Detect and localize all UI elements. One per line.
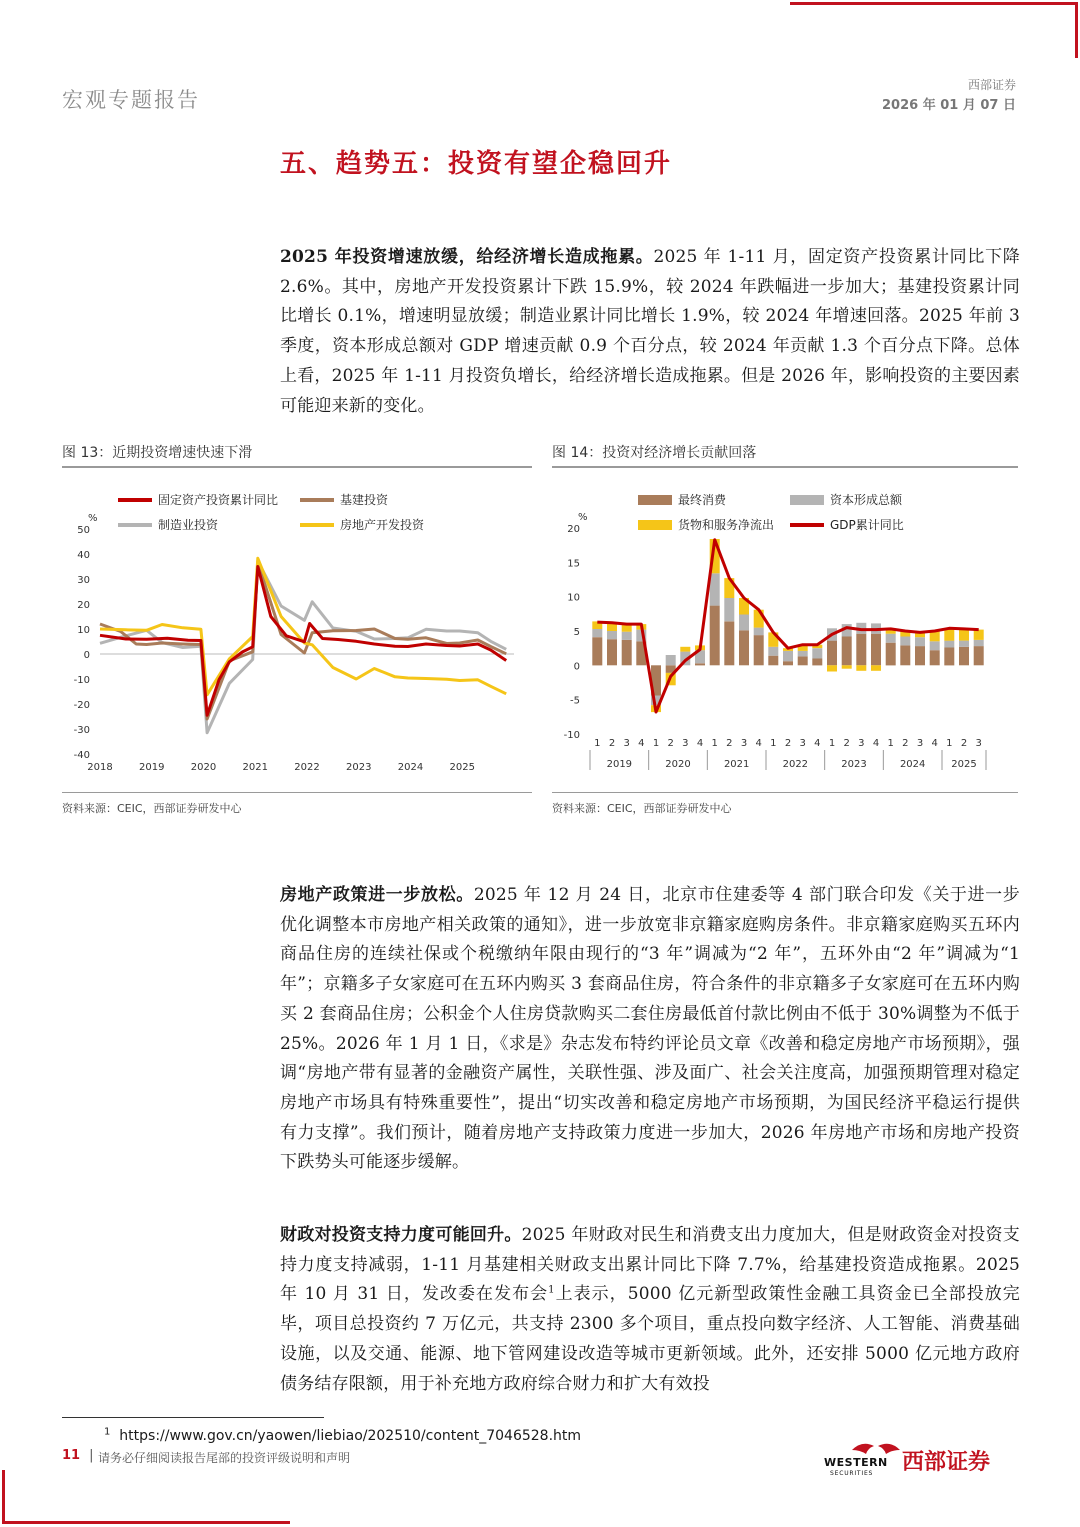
- bar-segment: [856, 634, 866, 666]
- bar-segment: [900, 645, 910, 665]
- series-line: [100, 558, 506, 695]
- x-quarter-label: 2: [843, 738, 850, 749]
- legend-label: 基建投资: [340, 493, 389, 507]
- bar-segment: [827, 665, 837, 671]
- bar-segment: [680, 647, 690, 652]
- figure-14-top-rule: [552, 466, 1018, 468]
- figure-13-source: 资料来源：CEIC，西部证券研发中心: [62, 802, 242, 815]
- figure-13-title: 图 13：近期投资增速快速下滑: [62, 445, 253, 461]
- bar-segment: [607, 639, 617, 665]
- x-quarter-label: 4: [755, 738, 762, 749]
- x-quarter-label: 2: [784, 738, 792, 749]
- legend-swatch: [790, 495, 824, 505]
- y-tick-label: 20: [567, 524, 580, 535]
- paragraph-lead: 财政对投资支持力度可能回升。: [280, 1225, 522, 1245]
- x-quarter-label: 1: [946, 738, 953, 749]
- bar-segment: [592, 629, 602, 637]
- paragraph-property-policy: [280, 881, 1020, 1178]
- x-tick-label: 2020: [190, 762, 217, 773]
- legend-label: 货物和服务净流出: [678, 518, 775, 532]
- bar-segment: [974, 646, 984, 665]
- paragraph-body: 2025 年 1-11 月，固定资产投资累计同比下降 2.6%。其中，房地产开发投资累计下跌 15.9%，较 2024 年跌幅进一步加大；基建投资累计同比增长 0.1%，增速明显放缓；制造业累计同比增长 1.9%，较 2024 年增速回落。2025 年前 3 季度，资本形成总额对 GDP 增速贡献 0.9 个百分点，较 2024 年贡献 1.3 个百分点下降。总体上看，2025 年 1-11 月投资负增长，给经济增长造成拖累。但是 2026 年，影响投资的主要因素可能迎来新的变化。: [280, 247, 1020, 416]
- x-quarter-label: 3: [975, 738, 982, 749]
- x-year-label: 2024: [899, 759, 926, 770]
- y-tick-label: 5: [573, 627, 580, 638]
- paragraph-fiscal-support: [280, 1221, 1020, 1399]
- legend-swatch: [638, 520, 672, 530]
- logo-cn: 西部证券: [902, 1450, 991, 1475]
- x-quarter-label: 2: [902, 738, 909, 749]
- figure-14-bottom-rule: [552, 792, 1018, 793]
- bar-segment: [607, 631, 617, 639]
- x-year-label: 2022: [782, 759, 809, 770]
- bar-segment: [783, 651, 793, 661]
- bar-segment: [842, 665, 852, 668]
- x-tick-label: 2018: [87, 762, 113, 773]
- figure-14-stacked-bar-chart: [552, 482, 1018, 792]
- bar-segment: [592, 637, 602, 665]
- report-date: 2026 年 01 月 07 日: [882, 98, 1016, 113]
- bar-segment: [724, 621, 734, 665]
- frame-line-right: [1075, 2, 1078, 58]
- y-tick-label: 0: [573, 661, 580, 673]
- bar-segment: [915, 646, 925, 665]
- bar-segment: [739, 615, 749, 631]
- page-separator: |: [89, 1448, 94, 1463]
- bar-segment: [724, 598, 734, 621]
- x-quarter-label: 2: [667, 738, 674, 749]
- legend-label: 固定资产投资累计同比: [158, 493, 279, 507]
- x-quarter-label: 1: [711, 738, 718, 749]
- bar-segment: [622, 625, 632, 632]
- y-tick-label: -20: [73, 700, 90, 711]
- x-year-label: 2025: [951, 759, 977, 770]
- footnote-marker: 1: [104, 1426, 111, 1438]
- footnote: [104, 1428, 581, 1444]
- bar-segment: [886, 643, 896, 666]
- y-axis-unit: %: [88, 513, 98, 524]
- x-quarter-label: 4: [872, 738, 880, 749]
- frame-line-left: [2, 1470, 5, 1524]
- logo-en-western: WESTERN: [824, 1456, 888, 1469]
- figure-14-source: 资料来源：CEIC，西部证券研发中心: [552, 802, 732, 815]
- bar-segment: [944, 641, 954, 648]
- legend-label: 最终消费: [678, 493, 727, 507]
- y-tick-label: 20: [77, 600, 90, 611]
- bar-segment: [856, 665, 866, 671]
- figure-13-top-rule: [62, 466, 532, 468]
- x-quarter-label: 1: [770, 738, 777, 749]
- bar-segment: [886, 634, 896, 643]
- x-year-label: 2020: [665, 759, 691, 770]
- bar-segment: [842, 637, 852, 666]
- bar-segment: [871, 634, 881, 666]
- legend-label: 资本形成总额: [830, 493, 903, 507]
- x-quarter-label: 3: [799, 738, 806, 749]
- x-quarter-label: 1: [594, 738, 601, 749]
- bar-segment: [622, 640, 632, 665]
- y-tick-label: -30: [73, 725, 90, 736]
- y-tick-label: 10: [77, 625, 90, 636]
- paragraph-investment-slowdown: [280, 243, 1020, 421]
- bar-segment: [974, 630, 984, 640]
- section-title: 五、趋势五：投资有望企稳回升: [280, 149, 673, 179]
- x-tick-label: 2025: [449, 762, 475, 773]
- bar-segment: [915, 637, 925, 646]
- bar-segment: [739, 630, 749, 665]
- bar-segment: [959, 641, 969, 647]
- y-tick-label: 50: [77, 525, 90, 536]
- bar-segment: [754, 628, 764, 636]
- x-quarter-label: 3: [682, 738, 689, 749]
- figure-13-line-chart: [62, 482, 532, 792]
- logo-en-securities: SECURITIES: [830, 1470, 874, 1477]
- x-quarter-label: 3: [623, 738, 630, 749]
- x-quarter-label: 4: [638, 738, 645, 749]
- footnote-link[interactable]: https://www.gov.cn/yaowen/liebiao/202510/content_7046528.htm: [119, 1428, 582, 1444]
- x-quarter-label: 3: [858, 738, 865, 749]
- legend-label: 制造业投资: [158, 518, 219, 532]
- y-tick-label: 10: [567, 592, 580, 604]
- x-quarter-label: 2: [608, 738, 616, 749]
- frame-line-top: [790, 2, 1078, 5]
- legend-label: 房地产开发投资: [340, 518, 425, 532]
- footnote-rule: [62, 1417, 324, 1418]
- x-quarter-label: 2: [960, 738, 968, 749]
- x-tick-label: 2022: [294, 762, 320, 773]
- bar-segment: [944, 648, 954, 666]
- bar-segment: [930, 641, 940, 650]
- bar-segment: [768, 647, 778, 656]
- bar-segment: [768, 656, 778, 666]
- x-tick-label: 2023: [346, 762, 372, 773]
- x-quarter-label: 2: [726, 738, 733, 749]
- y-axis-unit: %: [578, 512, 588, 523]
- bar-segment: [871, 665, 881, 671]
- paragraph-body: 2025 年财政对民生和消费支出力度加大，但是财政资金对投资支持力度支持减弱，1-11 月基建相关财政支出累计同比下降 7.7%，给基建投资造成拖累。2025 年 10 月 31 日，发改委在发布会: [280, 1225, 1020, 1305]
- x-year-label: 2019: [606, 759, 633, 770]
- footnote-ref[interactable]: 1: [548, 1284, 555, 1296]
- bar-segment: [930, 650, 940, 665]
- x-quarter-label: 4: [696, 738, 704, 749]
- bar-segment: [959, 629, 969, 641]
- y-tick-label: 30: [77, 575, 90, 586]
- x-quarter-label: 3: [916, 738, 924, 749]
- x-tick-label: 2019: [139, 762, 165, 773]
- bar-segment: [900, 637, 910, 646]
- bar-segment: [959, 647, 969, 666]
- y-tick-label: -5: [570, 695, 580, 707]
- figure-13-bottom-rule: [62, 792, 532, 793]
- legend-swatch: [638, 495, 672, 505]
- bar-segment: [798, 656, 808, 665]
- bar-segment: [666, 655, 676, 665]
- bar-segment: [710, 606, 720, 666]
- y-tick-label: -40: [73, 750, 90, 761]
- logo-horn-icon: [852, 1444, 900, 1454]
- y-tick-label: 40: [77, 550, 90, 561]
- paragraph-lead: 2025 年投资增速放缓，给经济增长造成拖累。: [280, 247, 654, 267]
- legend-label: GDP累计同比: [830, 518, 904, 532]
- x-quarter-label: 1: [828, 738, 836, 749]
- x-tick-label: 2021: [242, 762, 268, 773]
- bar-segment: [754, 635, 764, 665]
- x-quarter-label: 4: [814, 738, 821, 749]
- page-number: [62, 1448, 94, 1463]
- y-tick-label: -10: [563, 730, 580, 741]
- y-tick-label: -10: [73, 675, 90, 686]
- x-year-label: 2021: [723, 759, 750, 770]
- y-tick-label: 0: [83, 650, 90, 661]
- bar-segment: [812, 648, 822, 658]
- x-quarter-label: 3: [740, 738, 748, 749]
- report-type: 宏观专题报告: [62, 88, 200, 112]
- paragraph-body: 2025 年 12 月 24 日，北京市住建委等 4 部门联合印发《关于进一步优化调整本市房地产相关政策的通知》，进一步放宽非京籍家庭购房条件。非京籍家庭购买五环内商品住房的连续社保或个税缴纳年限由现行的“3 年”调减为“2 年”，五环外由“2 年”调减为“1 年”；京籍多子女家庭可在五环内购买 3 套商品住房，符合条件的非京籍多子女家庭可在五环内购买 2 套商品住房；公积金个人住房贷款购买二套住房最低首付款比例由不低于 30%调整为不低于 25%。2026 年 1 月 1 日，《求是》杂志发布特约评论员文章《改善和稳定房地产市场预期》，强调“房地产带有显著的金融资产属性，关联性强、涉及面广、社会关注度高，加强预期管理对稳定房地产市场具有特殊重要性”，提出“切实改善和稳定房地产市场预期，为国民经济平稳运行提供有力支撑”。我们预计，随着房地产支持政策力度进一步加大，2026 年房地产市场和房地产投资下跌势头可能逐步缓解。: [280, 885, 1020, 1173]
- bar-segment: [812, 659, 822, 666]
- header-brand: 西部证券: [967, 78, 1016, 92]
- bar-segment: [710, 573, 720, 605]
- bar-segment: [783, 661, 793, 665]
- x-year-label: 2023: [841, 759, 867, 770]
- x-quarter-label: 4: [931, 738, 938, 749]
- x-quarter-label: 1: [887, 738, 894, 749]
- paragraph-body-continued: 上表示，5000 亿元新型政策性金融工具资金已全部投放完毕，项目总投资约 7 万亿元，共支持 2300 多个项目，重点投向数字经济、人工智能、消费基础设施，以及交通、能源、地下管网建设改造等城市更新领域。此外，还安排 5000 亿元地方政府债务结存限额，用于补充地方政府综合财力和扩大有效投: [280, 1284, 1020, 1394]
- paragraph-lead: 房地产政策进一步放松。: [280, 885, 474, 905]
- bar-segment: [695, 663, 705, 665]
- bar-segment: [622, 632, 632, 640]
- bar-segment: [798, 651, 808, 657]
- x-tick-label: 2024: [397, 762, 424, 773]
- page-number-value: 11: [62, 1448, 81, 1463]
- frame-line-bottom: [2, 1521, 290, 1524]
- figure-14-title: 图 14：投资对经济增长贡献回落: [552, 445, 757, 461]
- western-securities-logo: [822, 1440, 1018, 1480]
- y-tick-label: 15: [567, 558, 580, 570]
- bar-segment: [974, 640, 984, 646]
- bar-segment: [827, 641, 837, 666]
- footer-disclaimer: 请务必仔细阅读报告尾部的投资评级说明和声明: [98, 1451, 351, 1465]
- x-quarter-label: 1: [652, 738, 660, 749]
